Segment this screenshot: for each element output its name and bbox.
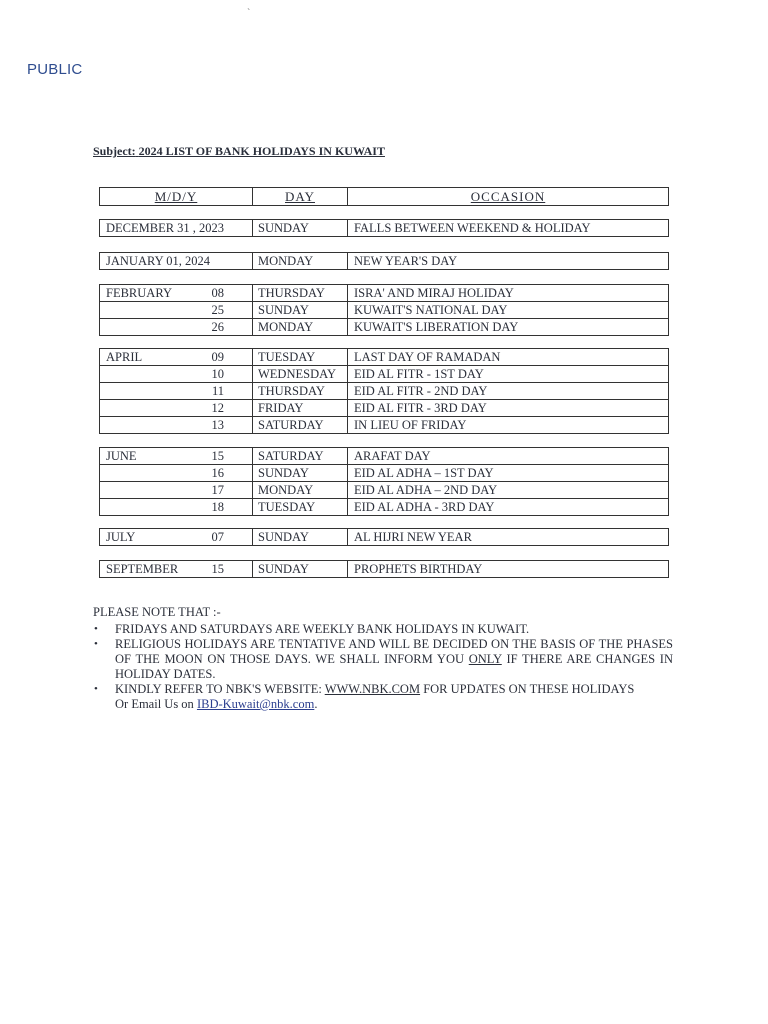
holiday-occasion: LAST DAY OF RAMADAN bbox=[354, 350, 501, 364]
holiday-day-number: 18 bbox=[193, 499, 253, 515]
holiday-group-january bbox=[99, 252, 669, 270]
holiday-day: THURSDAY bbox=[253, 285, 348, 301]
holiday-day: SUNDAY bbox=[253, 302, 348, 318]
holiday-day-number: 11 bbox=[193, 383, 253, 399]
document-subject bbox=[93, 144, 385, 159]
holiday-group-september bbox=[99, 560, 669, 578]
holiday-day-number: 25 bbox=[193, 302, 253, 318]
holiday-occasion: EID AL FITR - 1ST DAY bbox=[354, 367, 484, 381]
holiday-occasion: IN LIEU OF FRIDAY bbox=[354, 418, 467, 432]
holiday-month: JUNE bbox=[106, 449, 137, 463]
holiday-month: FEBRUARY bbox=[106, 286, 172, 300]
email-link[interactable]: IBD-Kuwait@nbk.com bbox=[196, 697, 315, 711]
holiday-row bbox=[100, 319, 668, 335]
subject-text: 2024 LIST OF BANK HOLIDAYS IN KUWAIT bbox=[138, 144, 385, 158]
holiday-day: SUNDAY bbox=[253, 529, 348, 545]
bullet-icon: • bbox=[94, 638, 98, 650]
holiday-month bbox=[100, 465, 193, 481]
header-date: M/D/Y bbox=[154, 189, 198, 204]
holiday-day: SUNDAY bbox=[253, 220, 348, 236]
holiday-month: APRIL bbox=[106, 350, 143, 364]
holiday-occasion: PROPHETS BIRTHDAY bbox=[354, 562, 483, 576]
holiday-day-number: 17 bbox=[193, 482, 253, 498]
note-text: IF THERE ARE CHANGES IN HOLIDAY DATES. bbox=[115, 652, 673, 681]
holiday-day: MONDAY bbox=[253, 482, 348, 498]
note-item bbox=[94, 622, 673, 637]
holiday-day: SATURDAY bbox=[253, 448, 348, 464]
holiday-month bbox=[100, 482, 193, 498]
holiday-row bbox=[100, 285, 668, 302]
holiday-day: WEDNESDAY bbox=[253, 366, 348, 382]
holiday-occasion: FALLS BETWEEN WEEKEND & HOLIDAY bbox=[354, 221, 591, 235]
holiday-occasion: KUWAIT'S NATIONAL DAY bbox=[354, 303, 508, 317]
notes-section bbox=[93, 605, 673, 712]
holiday-month bbox=[100, 400, 193, 416]
holiday-occasion: AL HIJRI NEW YEAR bbox=[354, 530, 472, 544]
holiday-day: FRIDAY bbox=[253, 400, 348, 416]
holiday-day-number: 07 bbox=[193, 529, 253, 545]
table-header bbox=[99, 187, 669, 206]
holiday-month bbox=[100, 417, 193, 433]
holiday-day-number: 16 bbox=[193, 465, 253, 481]
bullet-icon: • bbox=[94, 683, 98, 695]
notes-intro: PLEASE NOTE THAT :- bbox=[93, 605, 221, 619]
holiday-row bbox=[100, 417, 668, 433]
holiday-occasion: NEW YEAR'S DAY bbox=[354, 254, 458, 268]
notes-list bbox=[93, 622, 673, 712]
note-text: Or Email Us on bbox=[115, 697, 197, 711]
header-row bbox=[100, 188, 668, 205]
holiday-day: THURSDAY bbox=[253, 383, 348, 399]
holiday-month bbox=[100, 499, 193, 515]
holiday-day: MONDAY bbox=[253, 319, 348, 335]
holiday-row bbox=[100, 529, 668, 545]
header-occasion-cell bbox=[348, 188, 668, 205]
holiday-month bbox=[100, 383, 193, 399]
note-text: KINDLY REFER TO NBK'S WEBSITE: bbox=[115, 682, 325, 696]
holiday-row bbox=[100, 383, 668, 400]
holiday-row bbox=[100, 302, 668, 319]
note-text: FRIDAYS AND SATURDAYS ARE WEEKLY BANK HOLIDAYS IN KUWAIT. bbox=[115, 622, 530, 636]
holiday-row bbox=[100, 465, 668, 482]
holiday-row bbox=[100, 448, 668, 465]
holiday-day: TUESDAY bbox=[253, 499, 348, 515]
holiday-group-april bbox=[99, 348, 669, 434]
holiday-day-number: 15 bbox=[193, 448, 253, 464]
header-day-cell bbox=[253, 188, 348, 205]
holiday-day: SATURDAY bbox=[253, 417, 348, 433]
holiday-day: TUESDAY bbox=[253, 349, 348, 365]
note-item bbox=[94, 682, 673, 712]
holiday-month bbox=[100, 319, 193, 335]
note-emphasis: ONLY bbox=[468, 652, 502, 666]
holiday-row bbox=[100, 400, 668, 417]
holiday-occasion: KUWAIT'S LIBERATION DAY bbox=[354, 320, 519, 334]
holiday-row bbox=[100, 220, 668, 236]
holiday-day-number: 08 bbox=[193, 285, 253, 301]
holiday-day-number: 12 bbox=[193, 400, 253, 416]
holiday-date: DECEMBER 31 , 2023 bbox=[100, 220, 253, 236]
subject-lead: Subject: bbox=[93, 144, 136, 158]
scan-speck: ` bbox=[247, 8, 251, 19]
holiday-day-number: 15 bbox=[193, 561, 253, 577]
holiday-row bbox=[100, 366, 668, 383]
bullet-icon: • bbox=[94, 623, 98, 635]
holiday-month: SEPTEMBER bbox=[106, 562, 179, 576]
holiday-row bbox=[100, 253, 668, 269]
holiday-group-july bbox=[99, 528, 669, 546]
holiday-date: JANUARY 01, 2024 bbox=[100, 253, 253, 269]
holiday-occasion: EID AL FITR - 3RD DAY bbox=[354, 401, 487, 415]
holiday-day-number: 13 bbox=[193, 417, 253, 433]
holiday-group-february bbox=[99, 284, 669, 336]
holiday-occasion: ISRA' AND MIRAJ HOLIDAY bbox=[354, 286, 514, 300]
holiday-occasion: EID AL ADHA - 3RD DAY bbox=[354, 500, 495, 514]
holiday-group-december bbox=[99, 219, 669, 237]
holiday-month bbox=[100, 366, 193, 382]
holiday-row bbox=[100, 499, 668, 515]
holiday-group-june bbox=[99, 447, 669, 516]
note-text: FOR UPDATES ON THESE HOLIDAYS bbox=[420, 682, 635, 696]
header-date-cell bbox=[100, 188, 253, 205]
holiday-row bbox=[100, 349, 668, 366]
holiday-row bbox=[100, 482, 668, 499]
holiday-month bbox=[100, 302, 193, 318]
holiday-row bbox=[100, 561, 668, 577]
website-link[interactable]: WWW.NBK.COM bbox=[324, 682, 421, 696]
holiday-month: JULY bbox=[106, 530, 136, 544]
holiday-occasion: EID AL ADHA – 1ST DAY bbox=[354, 466, 494, 480]
header-occasion: OCCASION bbox=[470, 189, 546, 204]
holiday-occasion: ARAFAT DAY bbox=[354, 449, 431, 463]
holiday-day-number: 09 bbox=[193, 349, 253, 365]
holiday-day-number: 10 bbox=[193, 366, 253, 382]
holiday-occasion: EID AL ADHA – 2ND DAY bbox=[354, 483, 498, 497]
holiday-occasion: EID AL FITR - 2ND DAY bbox=[354, 384, 488, 398]
holiday-day: MONDAY bbox=[253, 253, 348, 269]
note-item bbox=[94, 637, 673, 682]
note-text: RELIGIOUS HOLIDAYS ARE TENTATIVE AND WILL BE DECIDED ON THE BASIS OF THE PHASES OF THE MOON ON THOSE DAYS. WE SHALL INFORM YOU bbox=[115, 637, 673, 666]
header-day: DAY bbox=[285, 189, 315, 204]
holiday-day-number: 26 bbox=[193, 319, 253, 335]
classification-label: PUBLIC bbox=[27, 61, 83, 78]
holiday-day: SUNDAY bbox=[253, 561, 348, 577]
holiday-day: SUNDAY bbox=[253, 465, 348, 481]
note-text: . bbox=[314, 697, 318, 711]
